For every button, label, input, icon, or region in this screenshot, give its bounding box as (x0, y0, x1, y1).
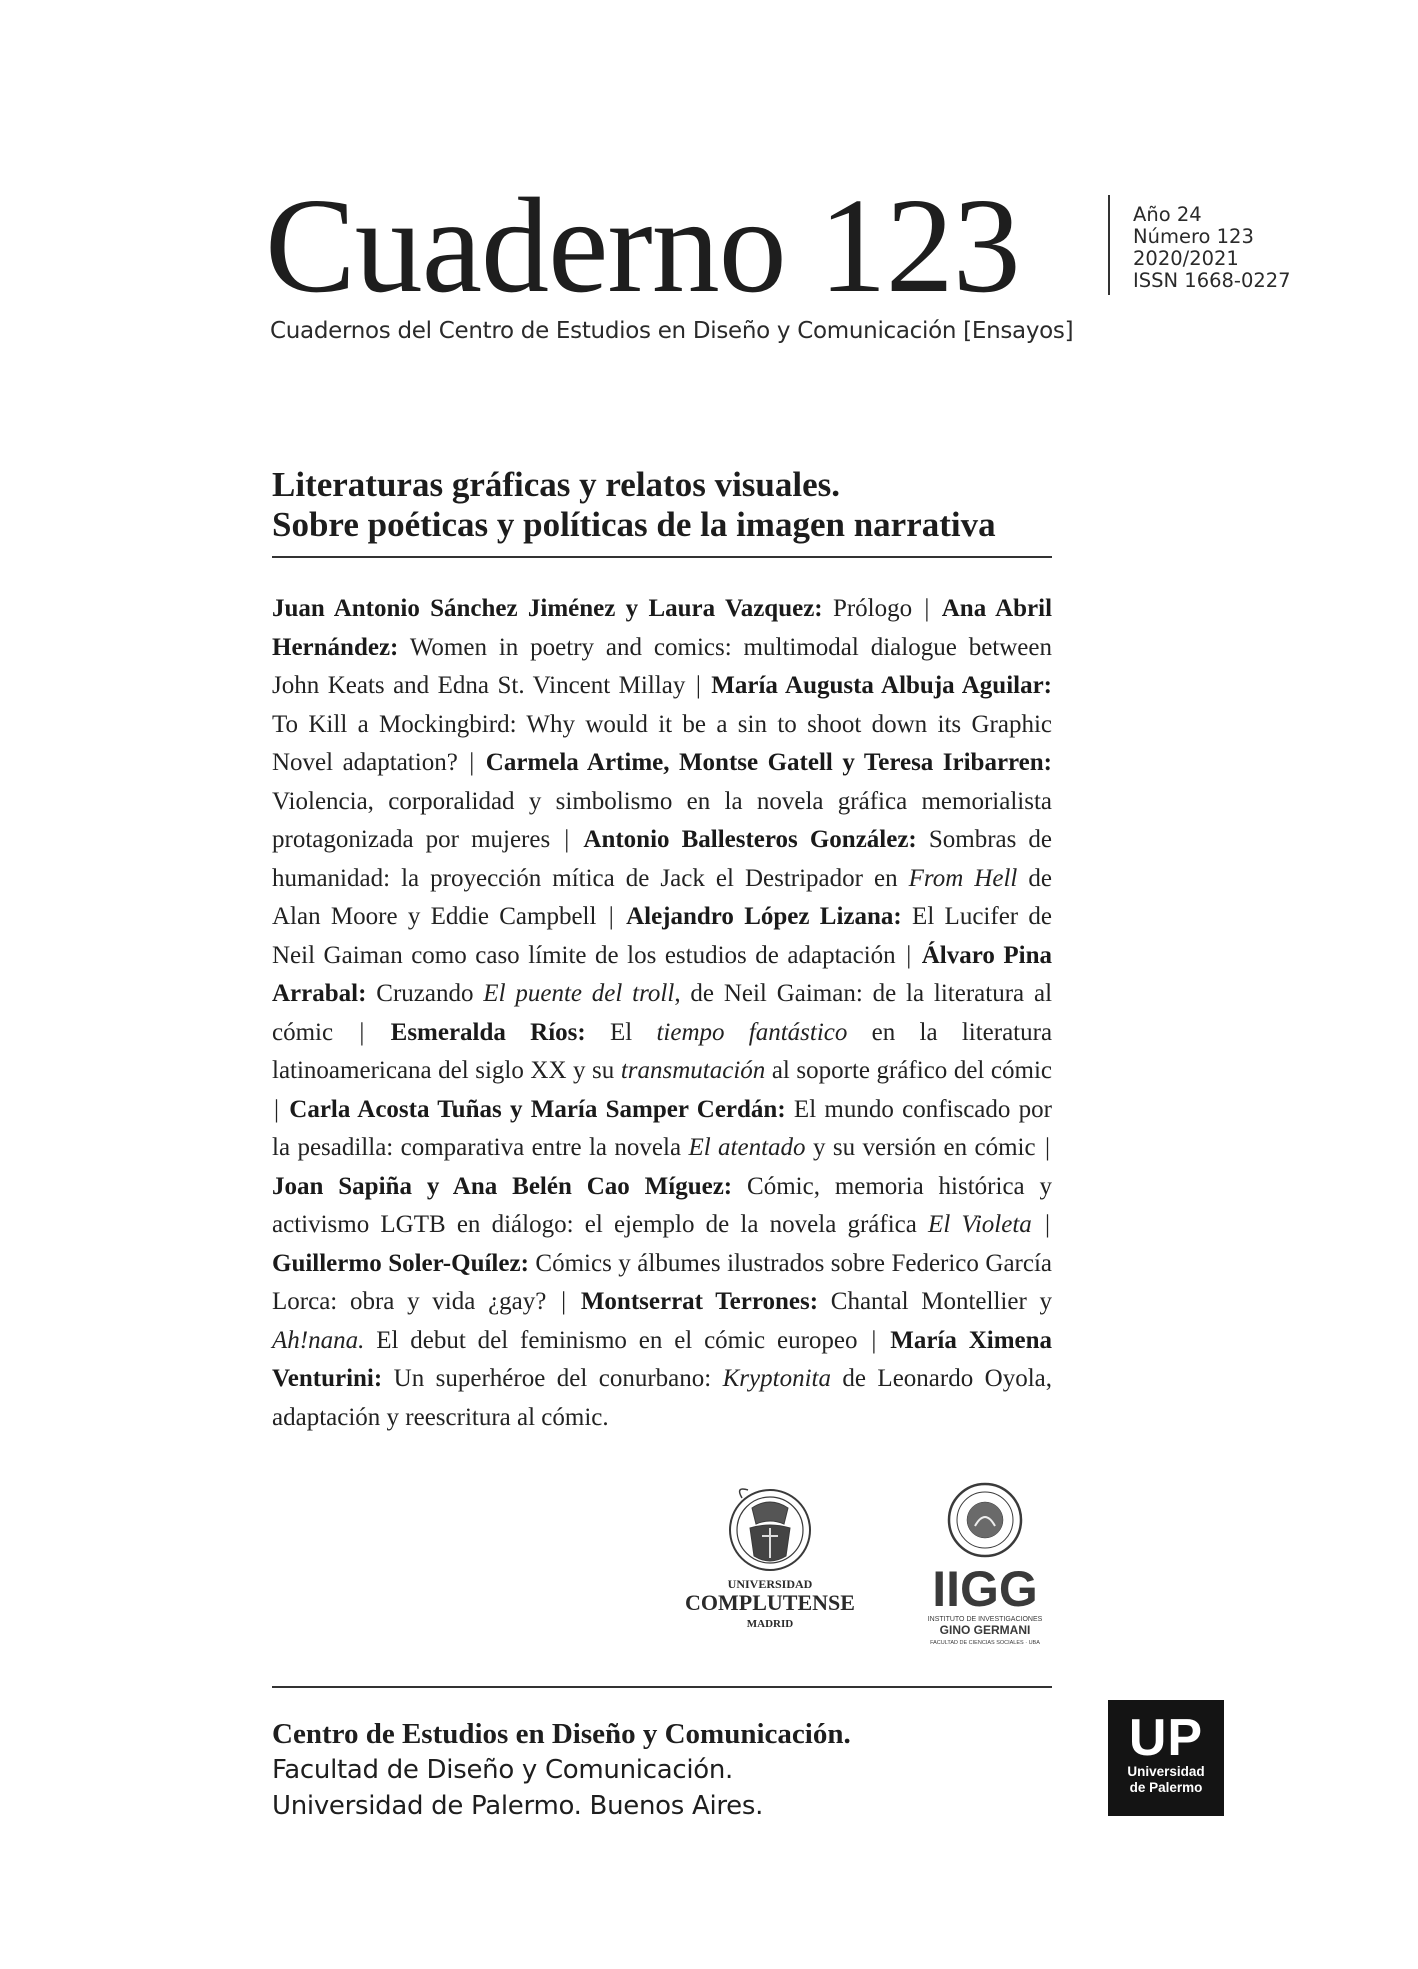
toc-title: de Alan Moore y Eddie Campbell (272, 864, 1052, 930)
universidad-de-palermo-logo (1108, 1700, 1224, 1816)
toc-entry (272, 1096, 1052, 1162)
toc-separator: | (564, 826, 570, 853)
toc-author: Carmela Artime, Montse Gatell y Teresa Iribarren: (485, 749, 1053, 776)
toc-author: Montserrat Terrones: (580, 1288, 819, 1315)
toc-author: Guillermo Soler-Quílez: (272, 1249, 529, 1277)
toc-title: en la literatura latinoamericana del siglo XX y su (272, 1018, 1053, 1084)
toc-separator: | (608, 903, 614, 930)
issue-year: Año 24 (1133, 203, 1202, 226)
toc-title: Un superhéroe del conurbano: (393, 1365, 723, 1392)
toc-separator: | (274, 1095, 280, 1123)
toc-separator: | (1044, 1211, 1050, 1238)
up-logo-line1: Universidad (1127, 1764, 1205, 1779)
toc-author: María Augusta Albuja Aguilar: (711, 672, 1053, 699)
toc-author: Alejandro López Lizana: (626, 903, 902, 930)
iigg-line3: FACULTAD DE CIENCIAS SOCIALES · UBA (930, 1640, 1040, 1646)
toc-title-italic: El puente del troll (483, 980, 675, 1007)
journal-title: Cuaderno 123 (265, 171, 1020, 321)
toc-author: María Ximena Venturini: (272, 1326, 1053, 1392)
toc-title: y su versión en cómic (805, 1134, 1036, 1161)
footer-divider (272, 1686, 1052, 1688)
toc-title-italic: tiempo fantástico (656, 1018, 848, 1046)
toc-title-italic: El atentado (688, 1134, 806, 1161)
toc-title: Sombras de humanidad: la proyección mítica de Jack el Destripador en (272, 826, 1053, 892)
toc-title: , de Neil Gaiman: de la literatura al cómic (272, 980, 1053, 1046)
issue-info (1133, 204, 1291, 292)
toc-separator: | (906, 941, 912, 969)
toc-title-italic: El Violeta (928, 1211, 1032, 1238)
toc-title-italic: transmutación (620, 1057, 766, 1084)
toc-author: Joan Sapiña y Ana Belén Cao Míguez: (272, 1172, 733, 1200)
iigg-acronym: IIGG (932, 1561, 1038, 1617)
up-logo-line2: de Palermo (1129, 1780, 1203, 1795)
toc-separator: | (871, 1326, 877, 1354)
toc-separator: | (924, 595, 930, 622)
toc-title: Cruzando (376, 980, 484, 1007)
toc-separator: | (561, 1288, 567, 1315)
toc-title-italic: Ah!nana. (272, 1326, 365, 1354)
publisher-info (272, 1716, 851, 1824)
up-logo-mark: UP (1128, 1709, 1204, 1767)
toc-title: Chantal Montellier y (830, 1288, 1052, 1315)
toc-title: El (610, 1018, 657, 1046)
iigg-line2: GINO GERMANI (939, 1623, 1031, 1637)
publisher-line1: Centro de Estudios en Diseño y Comunicación. (272, 1718, 851, 1750)
toc-author: Álvaro Pina Arrabal: (272, 941, 1053, 1007)
toc-separator: | (469, 749, 475, 776)
toc-title: de Leonardo Oyola, adaptación y reescritura al cómic. (272, 1365, 1053, 1431)
table-of-contents (272, 590, 1052, 1437)
toc-author: Ana Abril Hernández: (272, 595, 1053, 661)
toc-title: Cómics y álbumes ilustrados sobre Federico García Lorca: obra y vida ¿gay? (272, 1249, 1053, 1315)
ucm-line3: MADRID (746, 1618, 794, 1630)
toc-title: El debut del feminismo en el cómic europeo (364, 1326, 858, 1354)
toc-author: Carla Acosta Tuñas y María Samper Cerdán: (289, 1095, 786, 1123)
publisher-line2: Facultad de Diseño y Comunicación. (272, 1755, 734, 1785)
journal-subtitle: Cuadernos del Centro de Estudios en Diseño y Comunicación [Ensayos] (270, 318, 1074, 344)
ucm-line2: COMPLUTENSE (685, 1590, 855, 1615)
header-divider (1108, 195, 1110, 295)
issue-number: Número 123 (1133, 225, 1254, 248)
toc-separator: | (1044, 1134, 1050, 1161)
toc-separator: | (359, 1018, 365, 1046)
toc-author: Esmeralda Ríos: (390, 1018, 586, 1046)
issue-period: 2020/2021 (1133, 247, 1239, 270)
toc-author: Antonio Ballesteros González: (583, 826, 917, 853)
toc-title: Cómic, memoria histórica y activismo LGTB en diálogo: el ejemplo de la novela gráfica (272, 1172, 1053, 1238)
toc-title-italic: Kryptonita (722, 1365, 831, 1392)
iigg-seal-icon (949, 1484, 1021, 1556)
toc-entry (272, 1173, 1052, 1239)
toc-title-italic: From Hell (908, 864, 1018, 892)
toc-title: al soporte gráfico del cómic (765, 1057, 1052, 1084)
publisher-line3: Universidad de Palermo. Buenos Aires. (272, 1791, 764, 1821)
issue-issn: ISSN 1668-0227 (1133, 269, 1291, 292)
section-title (272, 465, 1052, 545)
toc-entry (272, 595, 912, 622)
section-title-line1: Literaturas gráficas y relatos visuales. (272, 465, 841, 504)
toc-separator: | (695, 672, 701, 699)
toc-title: Women in poetry and comics: multimodal dialogue between John Keats and Edna St. Vincent Millay (272, 633, 1052, 699)
iigg-logo (920, 1478, 1050, 1653)
ucm-seal-icon (730, 1489, 810, 1570)
section-divider (272, 556, 1052, 558)
universidad-complutense-logo (680, 1478, 860, 1648)
toc-title: Prólogo (832, 595, 913, 622)
ucm-line1: UNIVERSIDAD (727, 1577, 813, 1591)
toc-author: Juan Antonio Sánchez Jiménez y Laura Vazquez: (272, 595, 823, 622)
toc-title: To Kill a Mockingbird: Why would it be a sin to shoot down its Graphic Novel adaptation? (272, 710, 1052, 776)
toc-title: El mundo confiscado por la pesadilla: comparativa entre la novela (272, 1095, 1052, 1161)
iigg-line1: INSTITUTO DE INVESTIGACIONES (927, 1616, 1043, 1623)
section-title-line2: Sobre poéticas y políticas de la imagen narrativa (272, 505, 996, 544)
toc-title: El Lucifer de Neil Gaiman como caso límite de los estudios de adaptación (272, 903, 1053, 969)
toc-entry (272, 1019, 1052, 1085)
toc-title: Violencia, corporalidad y simbolismo en la novela gráfica memorialista protagonizada por mujeres (272, 787, 1052, 853)
